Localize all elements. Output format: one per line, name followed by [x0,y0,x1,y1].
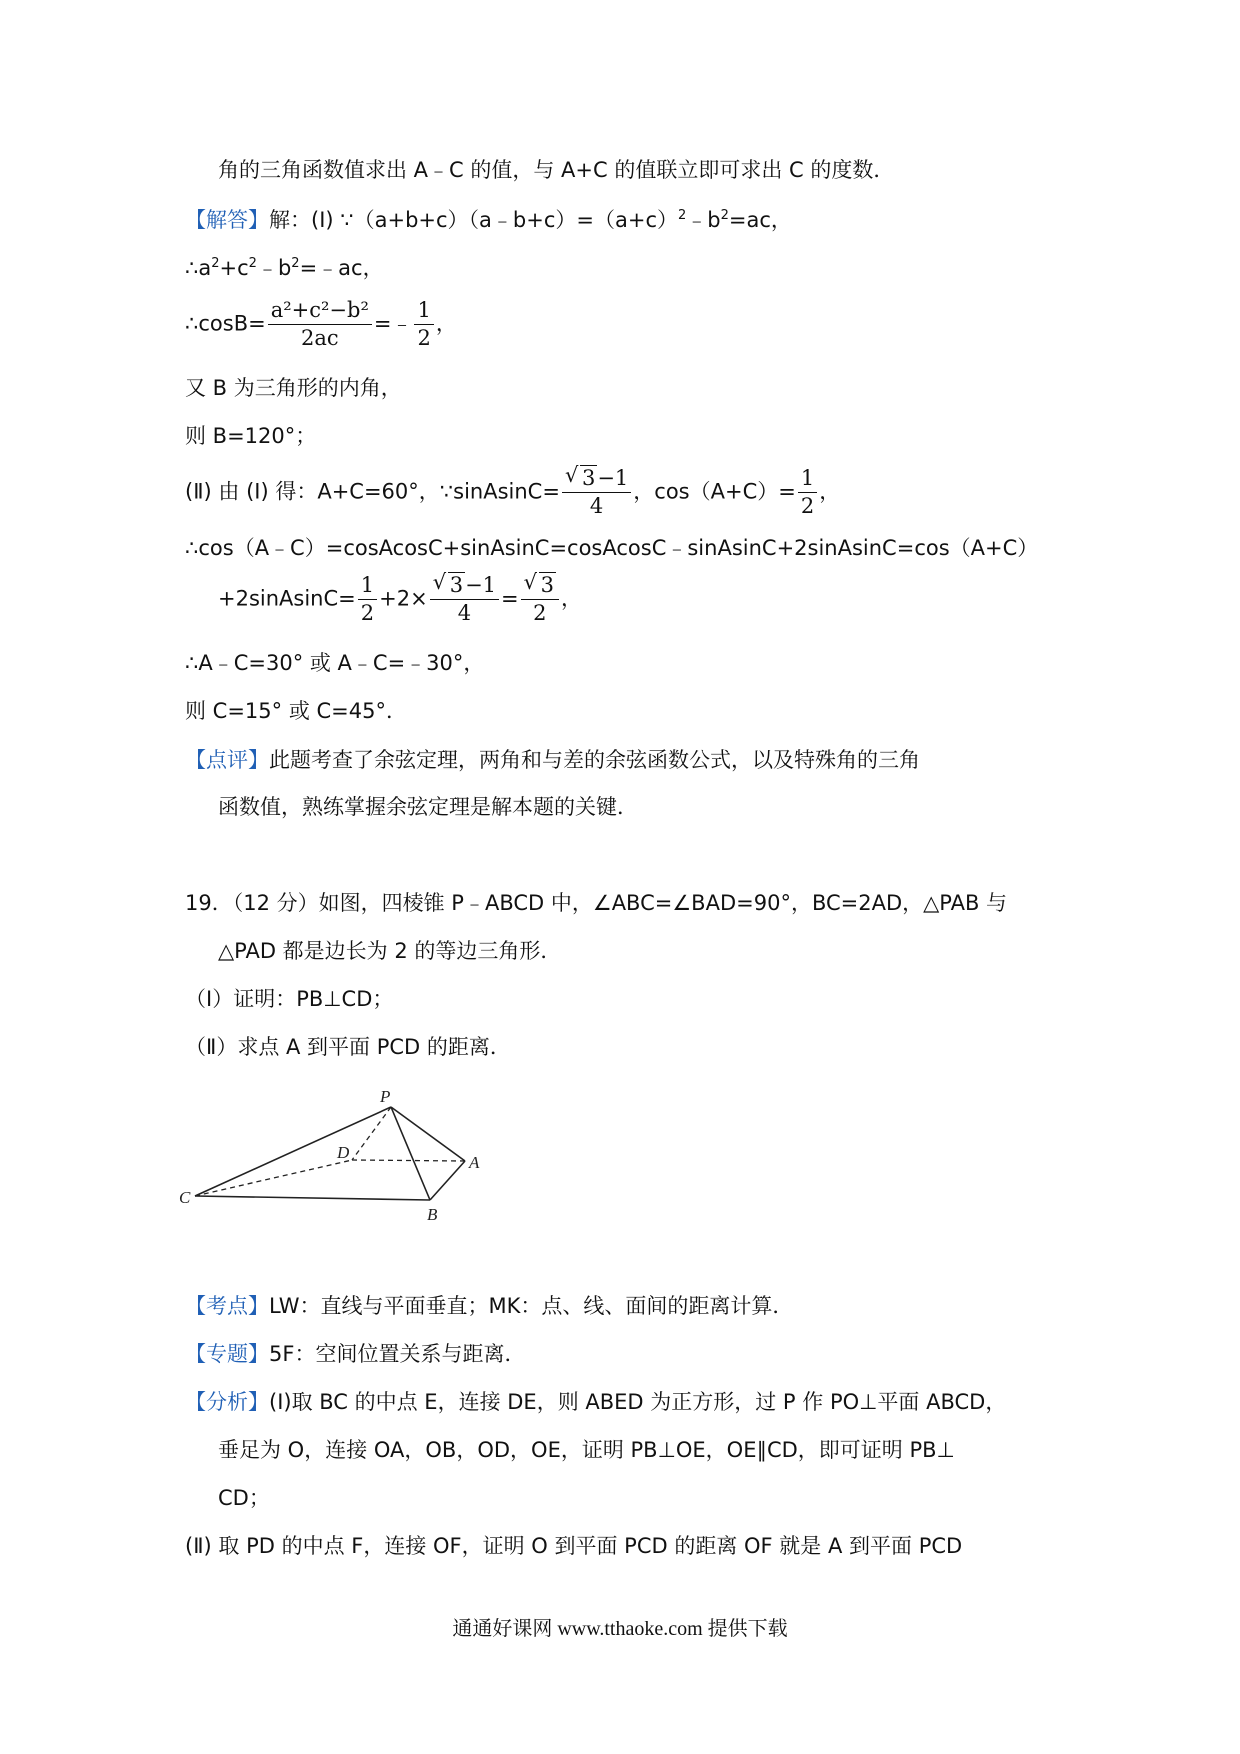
page-footer: 通通好课网 www.tthaoke.com 提供下载 [452,1618,788,1640]
edge-da-hidden [352,1160,465,1161]
fraction [430,570,499,625]
denominator: 2 [533,601,547,625]
kaodian-text: LW：直线与平面垂直；MK：点、线、面间的距离计算． [269,1294,794,1318]
text: ﹣b [256,256,292,280]
pyramid-figure [179,1082,485,1232]
sqrt: √ 3 [523,570,555,597]
exponent: 2 [720,208,729,223]
step-line [185,258,384,279]
fenxi-line-3: CD； [218,1486,270,1510]
answer-text-3: =ac， [728,208,792,232]
step-line: 则 C=15° 或 C=45°． [185,699,407,723]
label-b: B [427,1205,438,1224]
zhuanti-tag: 【专题】 [185,1342,269,1366]
sqrt: √ 3 [564,463,596,490]
text: =﹣ [373,311,413,336]
denominator: 4 [457,601,472,625]
review-tag: 【点评】 [185,748,269,772]
edge-cb [195,1196,430,1200]
numerator-tail: −1 [597,466,629,490]
denominator: 2 [800,494,815,518]
label-d: D [337,1143,350,1162]
cosb-line [185,300,457,349]
numerator: 1 [414,300,433,325]
numerator: a²+c²−b² [268,300,372,325]
label-p: P [380,1087,391,1106]
denominator: 2 [360,601,375,625]
step-line: ∴A﹣C=30° 或 A﹣C=﹣30°， [185,651,485,675]
text: = [501,586,519,611]
problem-19-title-2: △PAD 都是边长为 2 的等边三角形． [218,939,562,963]
text: ，cos（A+C）= [633,479,796,504]
fraction [268,300,372,349]
edge-ba [430,1161,465,1200]
denominator: 2ac [300,326,339,350]
numerator-tail: −1 [465,573,497,597]
answer-line [185,210,792,231]
exponent: 2 [291,256,300,271]
zhuanti-line [185,1344,525,1365]
fenxi-text: (Ⅰ)取 BC 的中点 E，连接 DE，则 ABED 为正方形，过 P 作 PO⊥平面 ABCD， [269,1390,1007,1414]
text: =﹣ac， [299,256,384,280]
answer-text-2: ﹣b [686,208,721,232]
fenxi-tag: 【分析】 [185,1390,269,1414]
text: ， [819,479,841,504]
step-line: 又 B 为三角形的内角， [185,376,402,400]
problem-19-part1: （Ⅰ）证明：PB⊥CD； [185,987,394,1011]
answer-text: 解：(Ⅰ) ∵（a+b+c）（a﹣b+c）=（a+c） [269,208,678,232]
text: +2× [379,586,428,611]
denominator: 2 [417,326,431,350]
review-line [185,750,920,771]
edge-cd-hidden [195,1160,352,1196]
text: ， [561,586,583,611]
fraction [521,570,559,625]
edge-pd-hidden [352,1107,391,1160]
text: ∴a [185,256,212,280]
label-c: C [179,1188,191,1207]
answer-tag: 【解答】 [185,208,269,232]
exponent: 2 [248,256,257,271]
kaodian-line [185,1296,793,1317]
text: ， [435,311,457,336]
problem-19-title: 19．（12 分）如图，四棱锥 P﹣ABCD 中，∠ABC=∠BAD=90°，BC=2AD，△PAB 与 [185,891,1008,915]
intro-line: 角的三角函数值求出 A﹣C 的值，与 A+C 的值联立即可求出 C 的度数． [218,158,895,182]
exponent: 2 [678,208,687,223]
edge-pc [195,1107,391,1196]
text: ∴cosB= [185,311,266,336]
part2-line [185,463,841,518]
radicand: 3 [540,573,555,597]
sqrt: √ 3 [432,570,464,597]
step-line: ∴cos（A﹣C）=cosAcosC+sinAsinC=cosAcosC﹣sinAsinC+2sinAsinC=cos（A+C） [185,536,1039,560]
label-a: A [469,1153,480,1172]
fenxi-line-2: 垂足为 O，连接 OA，OB，OD，OE，证明 PB⊥OE，OE∥CD，即可证明 PB⊥ [218,1438,955,1462]
problem-19-part2: （Ⅱ）求点 A 到平面 PCD 的距离． [185,1035,511,1059]
numerator: 1 [798,468,817,493]
fenxi-line [185,1392,1006,1413]
zhuanti-text: 5F：空间位置关系与距离． [269,1342,526,1366]
step-line: 则 B=120°； [185,424,317,448]
fraction [798,468,817,517]
text: +2sinAsinC= [218,586,356,611]
text: (Ⅱ) 由 (Ⅰ) 得：A+C=60°，∵sinAsinC= [185,479,560,504]
review-text: 此题考查了余弦定理，两角和与差的余弦函数公式，以及特殊角的三角 [269,748,920,772]
review-line-2: 函数值，熟练掌握余弦定理是解本题的关键． [218,795,638,819]
denominator: 4 [589,494,604,518]
step-line [218,570,583,625]
exponent: 2 [211,256,220,271]
numerator: 1 [358,575,377,600]
kaodian-tag: 【考点】 [185,1294,269,1318]
text: +c [219,256,249,280]
radicand: 3 [449,573,464,597]
radicand: 3 [581,466,596,490]
fraction [358,575,377,624]
fraction [414,300,433,349]
fraction [562,463,631,518]
fenxi-line-4: (Ⅱ) 取 PD 的中点 F，连接 OF，证明 O 到平面 PCD 的距离 OF 就是 A 到平面 PCD [185,1534,963,1558]
